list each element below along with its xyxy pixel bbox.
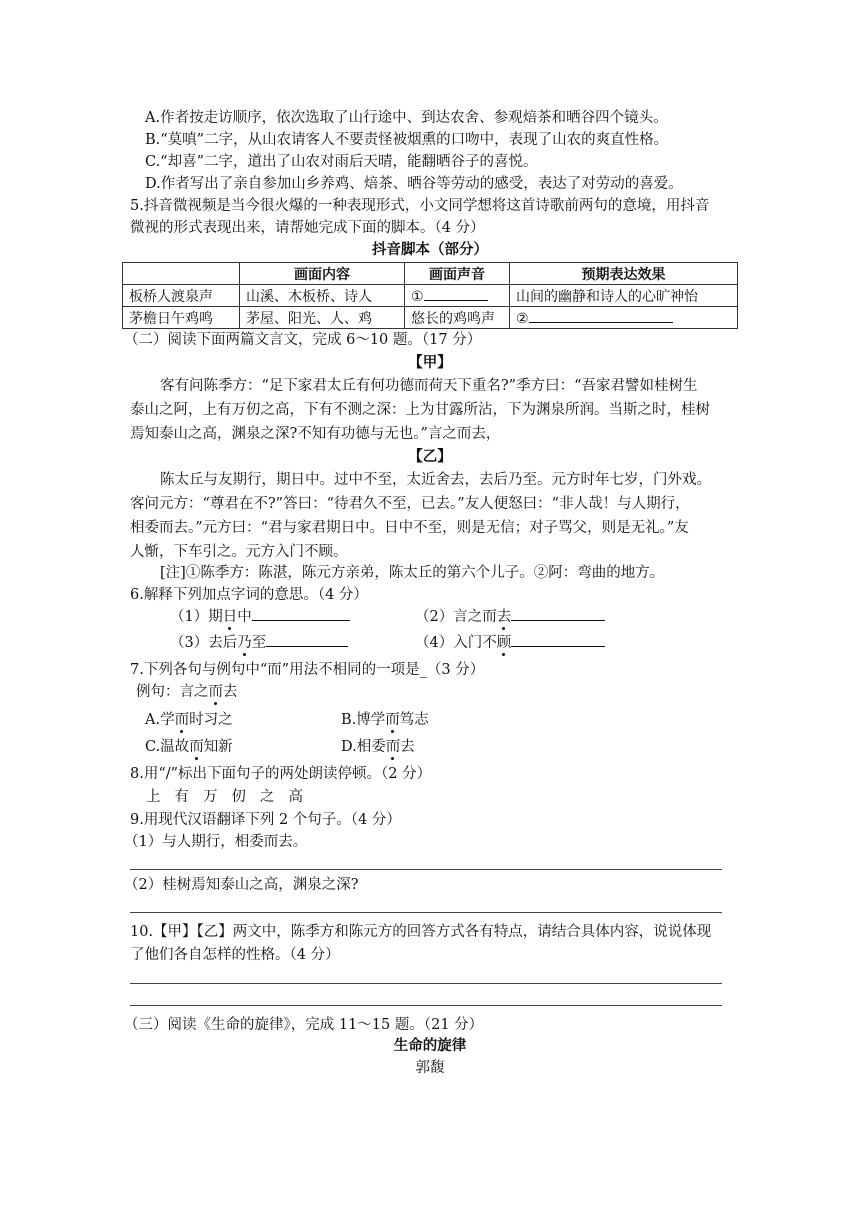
yi-line: 人惭，下车引之。元方入门不顾。 xyxy=(130,544,348,560)
table-row xyxy=(123,285,738,307)
q7-option-b xyxy=(341,710,429,730)
q6-item-1 xyxy=(170,606,350,627)
option-text: 时习之 xyxy=(189,712,233,728)
dotted-char: 而 xyxy=(174,712,190,728)
answer-blank[interactable] xyxy=(511,632,605,647)
q4-option-d: D.作者写出了亲自参加山乡养鸡、焙茶、晒谷等劳动的感受，表达了对劳动的喜爱。 xyxy=(145,176,683,192)
q9-sentence-1: （1）与人期行，相委而去。 xyxy=(124,834,308,850)
item-text: 至 xyxy=(251,635,267,651)
option-text: 笃志 xyxy=(399,712,429,728)
table-cell: 悠长的鸡鸣声 xyxy=(405,307,510,329)
q6-item-3 xyxy=(170,632,348,653)
example-text: 去 xyxy=(223,684,238,700)
option-text: 知新 xyxy=(203,739,233,755)
table-cell: 板桥人渡泉声 xyxy=(123,285,240,307)
dotted-char: 去 xyxy=(496,609,512,625)
option-text: 去 xyxy=(400,739,415,755)
answer-blank[interactable] xyxy=(252,606,350,621)
answer-line[interactable] xyxy=(130,912,722,913)
answer-blank[interactable] xyxy=(511,606,605,621)
q4-option-b: B.“莫嗔”二字，从山农请客人不要责怪被烟熏的口吻中，表现了山农的爽直性格。 xyxy=(145,132,669,148)
q7-option-a xyxy=(145,710,233,730)
q9-sentence-2: （2）桂树焉知泰山之高，渊泉之深? xyxy=(124,877,359,893)
q10-stem-line1: 10.【甲】【乙】两文中，陈季方和陈元方的回答方式各有特点，请结合具体内容，说说体现 xyxy=(130,924,712,940)
table-cell: 茅檐日午鸡鸣 xyxy=(123,307,240,329)
table-header-cell: 预期表达效果 xyxy=(510,263,738,285)
q8-sentence[interactable]: 上有万仞之高 xyxy=(146,789,317,805)
dotted-char: 而 xyxy=(385,712,400,728)
q6-item-2 xyxy=(415,606,605,627)
option-text: A.学 xyxy=(145,712,175,728)
table-cell: 茅屋、阳光、人、鸡 xyxy=(240,307,405,329)
answer-line[interactable] xyxy=(130,1005,722,1006)
option-text: C.温故 xyxy=(145,739,190,755)
q6-stem: 6.解释下列加点字词的意思。（4 分） xyxy=(130,587,368,603)
item-text: （4）入门不 xyxy=(415,635,497,651)
item-text: 中 xyxy=(237,609,252,625)
jia-title: 【甲】 xyxy=(408,355,452,371)
table-header-cell xyxy=(123,263,240,285)
table-cell: 山间的幽静和诗人的心旷神怡 xyxy=(510,285,738,307)
table-header-row xyxy=(123,263,738,285)
section3-heading: （三）阅读《生命的旋律》，完成 11～15 题。（21 分） xyxy=(124,1017,484,1033)
q9-stem: 9.用现代汉语翻译下列 2 个句子。（4 分） xyxy=(130,812,401,828)
dotted-char: 顾 xyxy=(496,635,512,651)
option-text: B.博学 xyxy=(341,712,386,728)
q6-item-4 xyxy=(415,632,605,653)
answer-blank-2[interactable] xyxy=(510,307,738,329)
q7-stem: 7.下列各句与例句中“而”用法不相同的一项是_（3 分） xyxy=(130,662,485,678)
section2-heading: （二）阅读下面两篇文言文，完成 6～10 题。（17 分） xyxy=(124,332,482,348)
table-header-cell: 画面内容 xyxy=(240,263,405,285)
dotted-char: 乃 xyxy=(237,635,252,651)
example-text: 例句：言之 xyxy=(136,684,209,700)
answer-blank[interactable] xyxy=(266,632,348,647)
answer-blank-1[interactable] xyxy=(405,285,510,307)
item-text: （2）言之而 xyxy=(415,609,497,625)
q5-stem-line2: 微视的形式表现出来，请帮她完成下面的脚本。（4 分） xyxy=(130,220,485,236)
yi-title: 【乙】 xyxy=(408,449,452,465)
yi-line: 客问元方：“尊君在不?”答曰：“待君久不至，已去。”友人便怒曰：“非人哉！与人期行， xyxy=(130,496,690,512)
dotted-char: 而 xyxy=(385,739,401,755)
jia-line: 焉知泰山之高，渊泉之深?不知有功德与无也。”言之而去， xyxy=(130,426,501,442)
q10-stem-line2: 了他们各自怎样的性格。（4 分） xyxy=(130,947,340,963)
item-text: （3）去后 xyxy=(170,635,238,651)
q8-stem: 8.用“/”标出下面句子的两处朗读停顿。（2 分） xyxy=(130,766,432,782)
article-author: 郭馥 xyxy=(415,1060,445,1076)
dotted-char: 日 xyxy=(222,609,238,625)
annotation-note: [注]①陈季方：陈湛，陈元方亲弟，陈太丘的第六个儿子。②阿：弯曲的地方。 xyxy=(160,565,665,581)
answer-line[interactable] xyxy=(130,869,722,870)
yi-line: 陈太丘与友期行，期日中。过中不至，太近舍去，去后乃至。元方时年七岁，门外戏。 xyxy=(160,472,711,488)
table-row xyxy=(123,307,738,329)
option-text: D.相委 xyxy=(341,739,386,755)
q7-option-d xyxy=(341,737,415,757)
yi-line: 相委而去。”元方曰：“君与家君期日中。日中不至，则是无信；对子骂父，则是无礼。”友 xyxy=(130,520,689,536)
jia-line: 泰山之阿，上有万仞之高，下有不测之深：上为甘露所沾，下为渊泉所润。当斯之时，桂树 xyxy=(130,402,710,418)
q7-option-c xyxy=(145,737,233,757)
table-title: 抖音脚本（部分） xyxy=(372,242,488,258)
blank-label: ② xyxy=(516,311,529,327)
q5-stem-line1: 5.抖音微视频是当今很火爆的一种表现形式，小文同学想将这首诗歌前两句的意境，用抖音 xyxy=(130,198,710,214)
script-table xyxy=(122,262,738,329)
answer-line[interactable] xyxy=(130,983,722,984)
article-title: 生命的旋律 xyxy=(393,1038,467,1054)
q4-option-a: A.作者按走访顺序，依次选取了山行途中、到达农舍、参观焙茶和晒谷四个镜头。 xyxy=(145,110,668,126)
blank-label: ① xyxy=(411,289,424,305)
item-text: （1）期 xyxy=(170,609,223,625)
dotted-char: 而 xyxy=(208,684,223,700)
jia-line: 客有问陈季方：“足下家君太丘有何功德而荷天下重名?”季方曰：“吾家君譬如桂树生 xyxy=(160,378,698,394)
table-cell: 山溪、木板桥、诗人 xyxy=(240,285,405,307)
table-header-cell: 画面声音 xyxy=(405,263,510,285)
dotted-char: 而 xyxy=(189,739,204,755)
q4-option-c: C.“却喜”二字，道出了山农对雨后天晴，能翻晒谷子的喜悦。 xyxy=(145,154,538,170)
q7-example xyxy=(136,682,238,702)
